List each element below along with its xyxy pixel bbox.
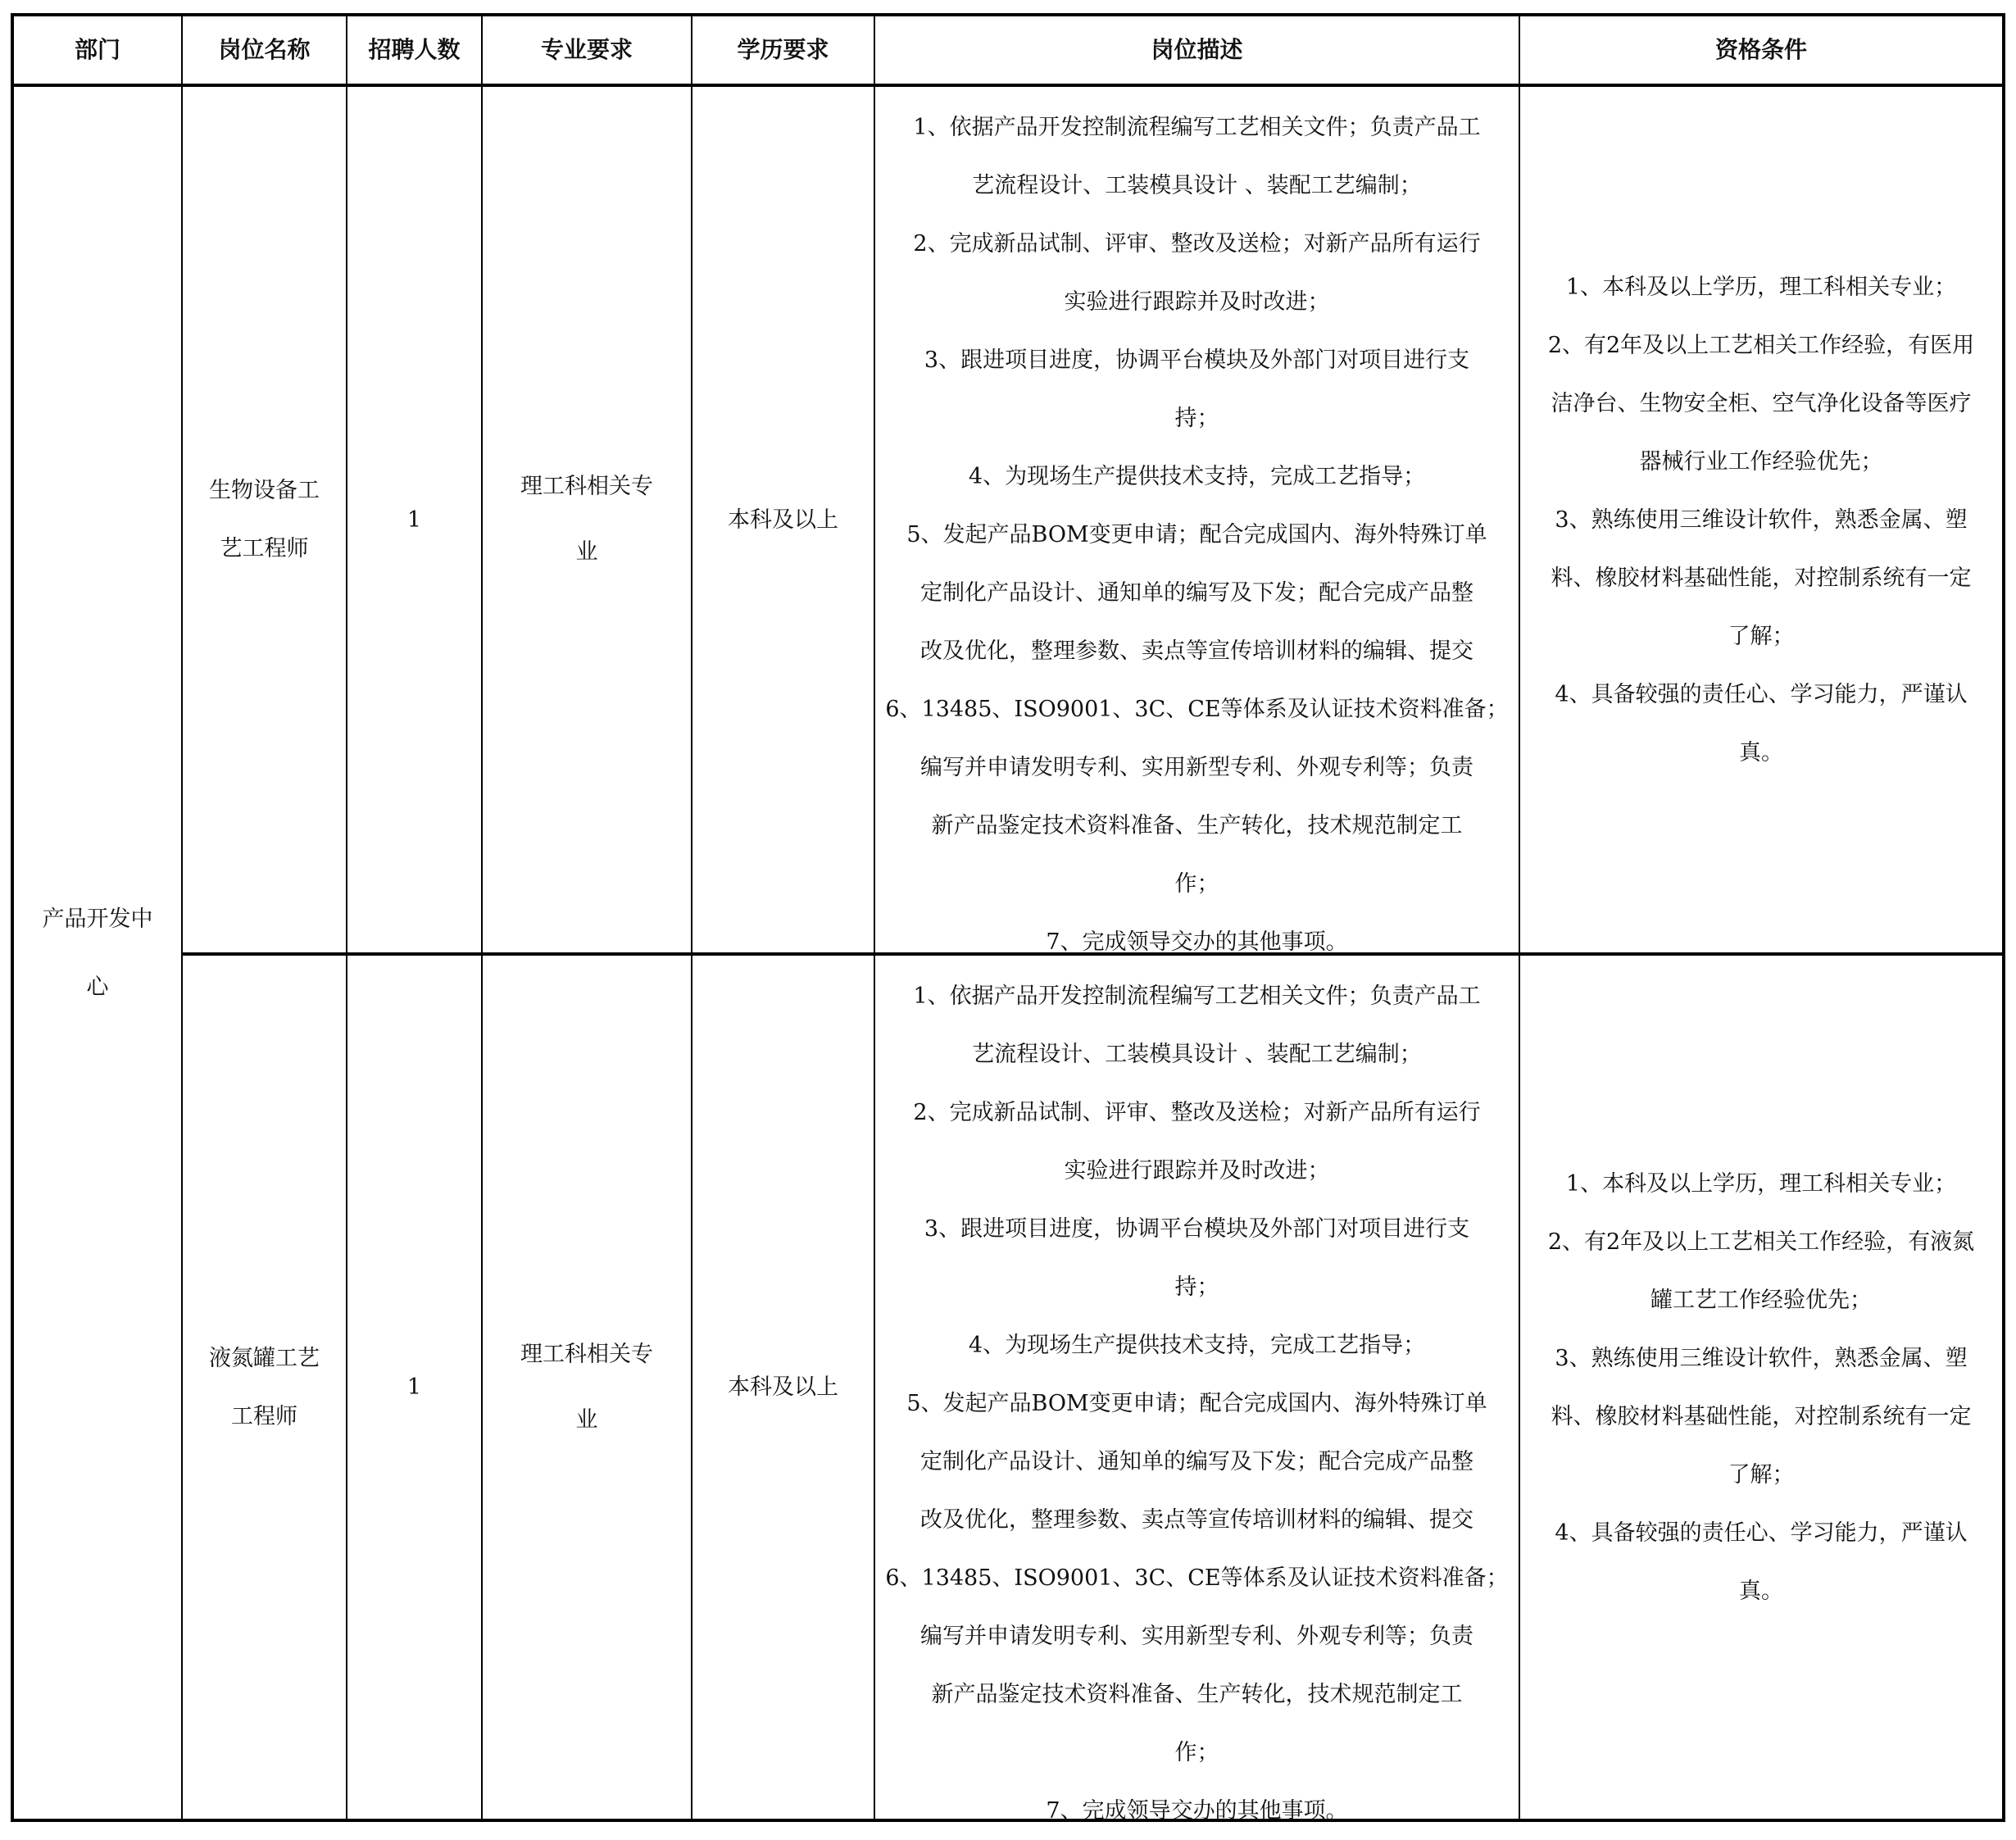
header-department: 部门 — [74, 36, 120, 63]
description-cell: 1、依据产品开发控制流程编写工艺相关文件；负责产品工 艺流程设计、工装模具设计 、装配工艺编制； 2、完成新品试制、评审、整改及送检；对新产品所有运行 实验进行跟踪并及时改进； 3、跟进项目进度，协调平台模块及外部门对项目进行支 持； 4、为现场生产提供技术支持，完成工艺指导； 5、发起产品BOM变更申请；配合完成国内、海外特殊订单 定制化产品设计、通知单的编写及下发；配合完成产品整 改及优化，整理参数、卖点等宣传培训材料的编辑、提交 6、13485、ISO9001、3C、CE等体系及认证技术资料准备； 编写并申请发明专利、实用新型专利、外观专利等；负责 新产品鉴定技术资料准备、生产转化，技术规范制定工 作； 7、完成领导交办的其他事项。 — [885, 115, 1509, 955]
headcount-cell: 1 — [406, 1374, 422, 1400]
headcount-cell: 1 — [406, 507, 422, 533]
header-education: 学历要求 — [737, 36, 829, 63]
qualifications-cell: 1、本科及以上学历，理工科相关专业； 2、有2年及以上工艺相关工作经验，有医用 洁净台、生物安全柜、空气净化设备等医疗 器械行业工作经验优先； 3、熟练使用三维设计软件，熟悉金属、塑 料、橡胶材料基础性能，对控制系统有一定 了解； 4、具备较强的责任心、学习能力，严谨认 真。 — [1547, 274, 1975, 766]
qualifications-cell: 1、本科及以上学历，理工科相关专业； 2、有2年及以上工艺相关工作经验，有液氮 罐工艺工作经验优先； 3、熟练使用三维设计软件，熟悉金属、塑 料、橡胶材料基础性能，对控制系统有一定 了解； 4、具备较强的责任心、学习能力，严谨认 真。 — [1547, 1170, 1975, 1604]
education-cell: 本科及以上 — [728, 507, 838, 533]
description-cell: 1、依据产品开发控制流程编写工艺相关文件；负责产品工 艺流程设计、工装模具设计 、装配工艺编制； 2、完成新品试制、评审、整改及送检；对新产品所有运行 实验进行跟踪并及时改进； 3、跟进项目进度，协调平台模块及外部门对项目进行支 持； 4、为现场生产提供技术支持，完成工艺指导； 5、发起产品BOM变更申请；配合完成国内、海外特殊订单 定制化产品设计、通知单的编写及下发；配合完成产品整 改及优化，整理参数、卖点等宣传培训材料的编辑、提交 6、13485、ISO9001、3C、CE等体系及认证技术资料准备； 编写并申请发明专利、实用新型专利、外观专利等；负责 新产品鉴定技术资料准备、生产转化，技术规范制定工 作； 7、完成领导交办的其他事项。 — [885, 984, 1509, 1824]
department-cell: 产品开发中 心 — [42, 906, 153, 1000]
header-position: 岗位名称 — [218, 36, 311, 63]
header-headcount: 招聘人数 — [368, 36, 461, 63]
position-cell: 液氮罐工艺 工程师 — [209, 1345, 320, 1429]
major-cell: 理工科相关专 业 — [520, 1341, 653, 1433]
header-description: 岗位描述 — [1151, 36, 1243, 63]
header-major: 专业要求 — [540, 36, 633, 63]
recruitment-table — [11, 13, 2005, 1822]
education-cell: 本科及以上 — [728, 1374, 838, 1400]
header-qualifications: 资格条件 — [1714, 36, 1807, 63]
major-cell: 理工科相关专 业 — [520, 474, 653, 565]
position-cell: 生物设备工 艺工程师 — [209, 478, 320, 561]
